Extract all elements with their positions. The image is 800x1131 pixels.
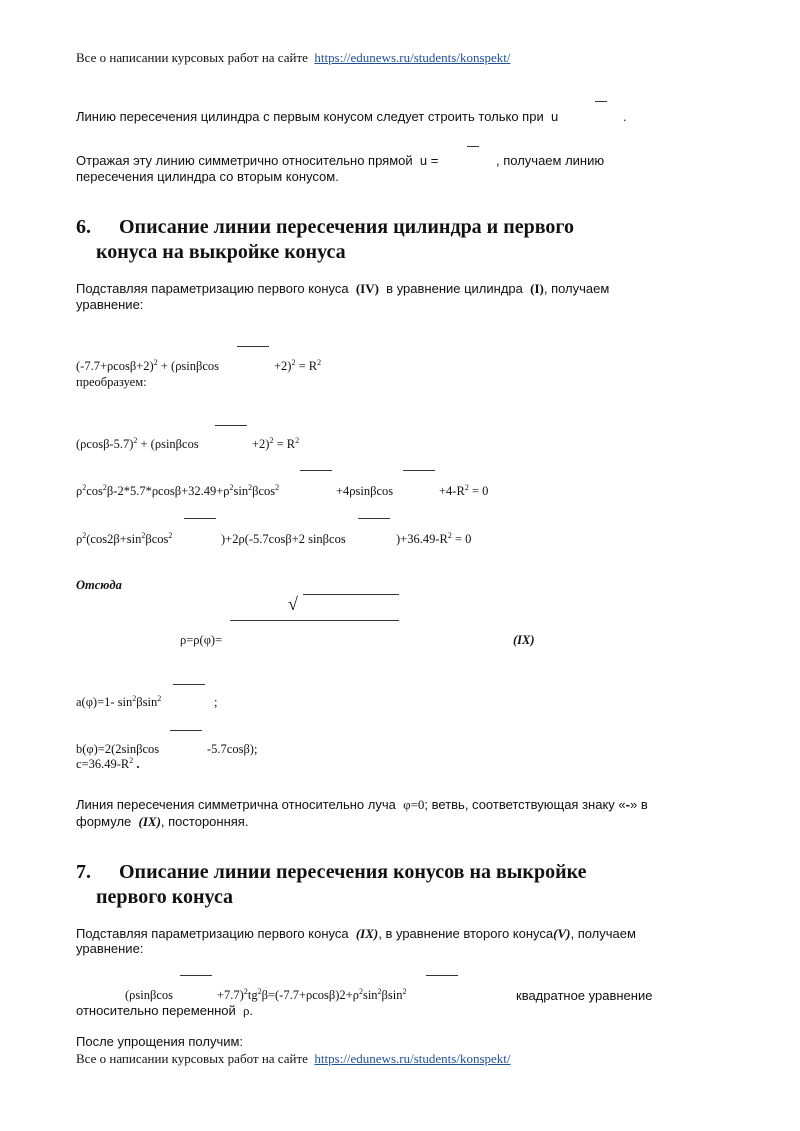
overbar (215, 425, 247, 426)
sup: 2 (317, 357, 322, 367)
text: , получаем (543, 281, 610, 296)
eq-part: (cos2β+sin (86, 532, 142, 546)
sup: 2 (133, 435, 138, 445)
overbar (184, 518, 216, 519)
eq-part: (-7.7+ρcosβ+2) (76, 359, 154, 373)
text: После упрощения получим: (76, 1034, 244, 1049)
radical-icon: √ (288, 594, 298, 614)
sup: 2 (402, 986, 407, 996)
sup: 2 (102, 482, 107, 492)
paragraph (76, 1003, 253, 1019)
text: Подставляя параметризацию первого конуса (76, 926, 349, 941)
section-title: конуса на выкройке конуса (96, 241, 346, 263)
b-phi: b(φ)=2(2sinβcos (76, 742, 160, 756)
paragraph (76, 926, 636, 942)
intro-paragraph-2 (76, 153, 438, 168)
eq-part: +7.7) (217, 988, 244, 1002)
ref: (IV) (355, 281, 379, 296)
overbar (358, 518, 390, 519)
text: Линия пересечения симметрична относительно луча (76, 797, 396, 812)
overbar (426, 975, 458, 976)
sup: 2 (82, 530, 87, 540)
sup: 2 (358, 986, 363, 996)
overbar (237, 346, 269, 347)
text: , получаем (570, 926, 636, 941)
eq-part: βcos (145, 532, 169, 546)
overbar (180, 975, 212, 976)
eq-part: β-2*5.7*ρcosβ+32.49+ρ (106, 484, 230, 498)
sup: 2 (269, 435, 274, 445)
eq-part: )+2ρ(-5.7cosβ+2 sinβcos (221, 532, 346, 546)
sup: 2 (132, 693, 137, 703)
equation-5: (ρsinβcos (125, 988, 174, 1002)
text: » в (629, 797, 648, 812)
equation-4 (76, 532, 172, 547)
text: - (625, 797, 630, 812)
sup: 2 (82, 482, 87, 492)
eq-part: . (133, 757, 140, 771)
equation-number: (IX) (513, 633, 535, 647)
header-line (76, 50, 511, 66)
intro-end: . (623, 109, 627, 124)
section-7-heading (76, 861, 587, 884)
intro-var: u = (419, 153, 439, 168)
text: φ=0 (403, 797, 425, 812)
eq-part: sin (233, 484, 249, 498)
equation-1 (76, 359, 219, 374)
sup: 2 (168, 530, 173, 540)
eq-part: +2) (252, 437, 270, 451)
text: формуле (76, 814, 132, 829)
ref: (IX) (355, 926, 379, 941)
eq-part: +2) (274, 359, 292, 373)
header-link[interactable]: https://edunews.ru/students/konspekt/ (314, 50, 511, 65)
equation-1-end (274, 359, 321, 374)
eq-part: )+36.49-R (396, 532, 448, 546)
text: , посторонняя. (160, 814, 249, 829)
rho-formula: ρ=ρ(φ)= (180, 633, 223, 647)
eq-part: tg (247, 988, 258, 1002)
a-phi (76, 695, 161, 710)
sup: 2 (464, 482, 469, 492)
section-number: 6. (76, 216, 91, 238)
paragraph (76, 814, 248, 830)
sup: 2 (291, 357, 296, 367)
text: ρ. (243, 1003, 253, 1018)
eq-part: c=36.49-R (76, 757, 130, 771)
equation-3-end (439, 484, 488, 499)
eq-part: (ρcosβ-5.7) (76, 437, 134, 451)
overbar (300, 470, 332, 471)
sup: 2 (447, 530, 452, 540)
otsyuda-label: Отсюда (76, 578, 122, 592)
text: , в уравнение второго конуса (378, 926, 554, 941)
eq-part: +4ρsinβcos (336, 484, 394, 498)
paragraph (76, 281, 609, 297)
sup: 2 (257, 986, 262, 996)
sup: 2 (243, 986, 248, 996)
footer-link[interactable]: https://edunews.ru/students/konspekt/ (314, 1051, 511, 1066)
sup: 2 (129, 755, 134, 765)
intro-var: u (550, 109, 559, 124)
equation-4-end (396, 532, 471, 547)
text: ; ветвь, соответствующая знаку « (424, 797, 626, 812)
equation-3 (76, 484, 279, 499)
sup: 2 (248, 482, 253, 492)
section-title: Описание линии пересечения конусов на выкройке (119, 861, 587, 883)
eq-part: = 0 (468, 484, 489, 498)
ref: (V) (553, 926, 571, 941)
equation-2 (76, 437, 199, 452)
text: уравнение: (76, 297, 144, 312)
overbar (467, 146, 479, 147)
eq-part: cos (86, 484, 103, 498)
text: в уравнение цилиндра (386, 281, 523, 296)
header-text: Все о написании курсовых работ на сайте (76, 50, 308, 65)
intro-paragraph-1 (76, 109, 558, 124)
section-title: Описание линии пересечения цилиндра и первого (119, 216, 574, 238)
c-const (76, 757, 139, 772)
overbar (170, 730, 202, 731)
sup: 2 (141, 530, 146, 540)
text: квадратное уравнение (516, 988, 653, 1003)
equation-2-end (252, 437, 299, 452)
footer-text: Все о написании курсовых работ на сайте (76, 1051, 308, 1066)
intro-text: Отражая эту линию симметрично относительно прямой (76, 153, 413, 168)
eq-part: a(φ)=1- sin (76, 695, 133, 709)
eq-part: +4-R (439, 484, 465, 498)
ref: (I) (530, 281, 544, 296)
text: Подставляя параметризацию первого конуса (76, 281, 349, 296)
eq-part: ρ (76, 532, 83, 546)
sup: 2 (275, 482, 280, 492)
sup: 2 (377, 986, 382, 996)
eq-part: ; (214, 695, 218, 709)
eq-part: βcos (252, 484, 276, 498)
sup: 2 (229, 482, 234, 492)
eq-part: ρ (76, 484, 83, 498)
overbar (595, 101, 607, 102)
eq-part: βsin (136, 695, 158, 709)
sup: 2 (153, 357, 158, 367)
eq-part: -5.7cosβ); (207, 742, 258, 756)
overbar (403, 470, 435, 471)
equation-5-rest (217, 988, 407, 1003)
intro-text: Линию пересечения цилиндра с первым конусом следует строить только при (76, 109, 544, 124)
eq-part: + (ρsinβcos (157, 359, 220, 373)
eq-part: = 0 (451, 532, 472, 546)
ref: (IX) (138, 814, 161, 829)
intro-text: , получаем линию (496, 153, 605, 168)
sup: 2 (295, 435, 300, 445)
eq-part: + (ρsinβcos (137, 437, 199, 451)
text: уравнение: (76, 941, 144, 956)
footer-line (76, 1051, 511, 1067)
intro-text: пересечения цилиндра со вторым конусом. (76, 169, 339, 184)
fraction-bar (230, 620, 399, 621)
radical-overbar (303, 594, 399, 595)
eq-part: βsin (381, 988, 403, 1002)
section-title: первого конуса (96, 886, 234, 908)
sup: 2 (157, 693, 162, 703)
eq-part: = R (295, 359, 318, 373)
text: относительно переменной (76, 1003, 236, 1018)
text: преобразуем: (76, 375, 147, 389)
overbar (173, 684, 205, 685)
paragraph (76, 797, 648, 813)
eq-part: = R (273, 437, 296, 451)
eq-part: sin (362, 988, 378, 1002)
section-6-heading (76, 216, 574, 239)
section-number: 7. (76, 861, 91, 883)
eq-part: β=(-7.7+ρcosβ)2+ρ (261, 988, 359, 1002)
